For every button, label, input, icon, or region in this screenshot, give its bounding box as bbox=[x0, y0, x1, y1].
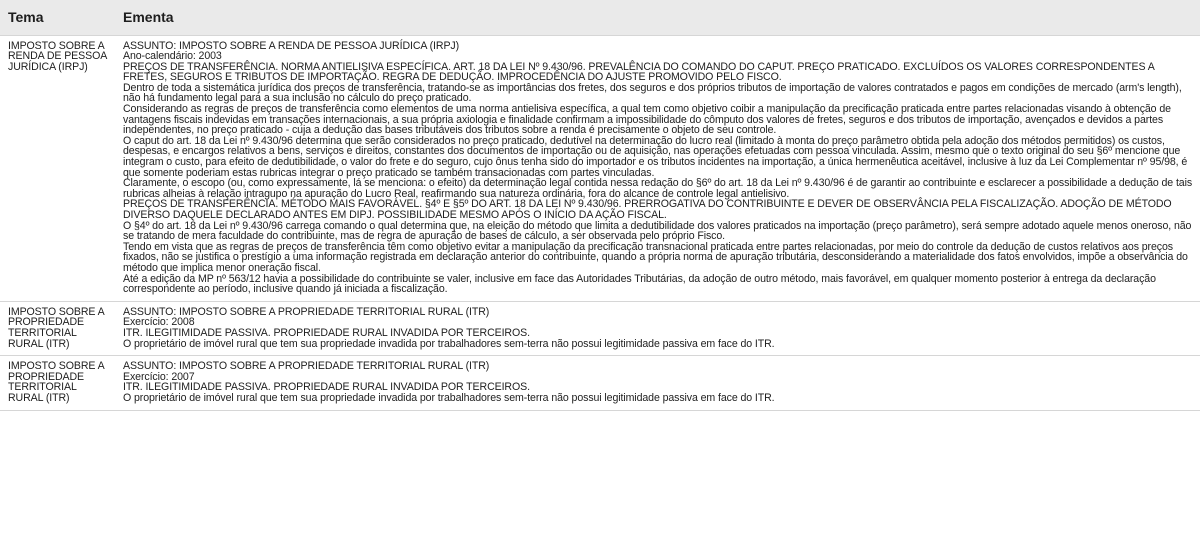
ementa-cell bbox=[115, 301, 1200, 355]
ementa-paragraph: ASSUNTO: IMPOSTO SOBRE A PROPRIEDADE TERRITORIAL RURAL (ITR) bbox=[123, 305, 490, 318]
ementa-paragraph: Até a edição da MP nº 563/12 havia a possibilidade do contribuinte se valer, inclusive em face das Autoridades Tributárias, da adoção de outro método, mais favorável, em qualquer momento posterior à entrega da declaração correspondente ao período, inclusive quando já iniciada a fiscalização. bbox=[123, 272, 1156, 296]
ementa-paragraph: ITR. ILEGITIMIDADE PASSIVA. PROPRIEDADE RURAL INVADIDA POR TERCEIROS. bbox=[123, 326, 530, 339]
ementa-cell bbox=[115, 35, 1200, 301]
ementa-paragraph: ITR. ILEGITIMIDADE PASSIVA. PROPRIEDADE RURAL INVADIDA POR TERCEIROS. bbox=[123, 381, 530, 394]
ementa-paragraph: ASSUNTO: IMPOSTO SOBRE A RENDA DE PESSOA JURÍDICA (IRPJ) bbox=[123, 39, 460, 52]
column-header-tema: Tema bbox=[0, 0, 115, 35]
ementa-cell bbox=[115, 356, 1200, 410]
ementa-paragraph: ASSUNTO: IMPOSTO SOBRE A PROPRIEDADE TERRITORIAL RURAL (ITR) bbox=[123, 360, 490, 373]
table-row bbox=[0, 301, 1200, 355]
table-header-row bbox=[0, 0, 1200, 35]
tema-cell: IMPOSTO SOBRE A RENDA DE PESSOA JURÍDICA (IRPJ) bbox=[0, 35, 115, 301]
ementa-paragraph: Ano-calendário: 2003 bbox=[123, 50, 222, 63]
column-header-ementa: Ementa bbox=[115, 0, 1200, 35]
ementa-paragraph: Exercício: 2008 bbox=[123, 316, 195, 329]
ementa-paragraph: Claramente, o escopo (ou, como expressamente, lá se menciona: o efeito) da determinação legal contida nessa redação do §6º do art. 18 da Lei nº 9.430/96 é de garantir ao contribuinte e esclarecer a possibilidade a dedução de tais rubricas alheias à relação intragupo na apuração do Lucro Real, reafirmando sua natureza ordinária, fora do alcance de controle legal antielisivo. bbox=[123, 177, 1193, 200]
table-row bbox=[0, 35, 1200, 301]
ementa-paragraph: Exercício: 2007 bbox=[123, 370, 195, 383]
ementa-paragraph: O proprietário de imóvel rural que tem sua propriedade invadida por trabalhadores sem-terra não possui legitimidade passiva em face do ITR. bbox=[123, 391, 775, 404]
ementa-paragraph: O §4º do art. 18 da Lei nº 9.430/96 carrega comando o qual determina que, na eleição do método que limita a dedutibilidade dos valores praticados na importação (preço parâmetro), será sempre adotado aquele menos oneroso, não se tratando de mera faculdade do contribuinte, mas de regra de apuração de bases de cálculo, a ser observada pelo próprio Fisco. bbox=[123, 219, 1192, 243]
ementa-paragraph: O proprietário de imóvel rural que tem sua propriedade invadida por trabalhadores sem-terra não possui legitimidade passiva em face do ITR. bbox=[123, 337, 775, 350]
ementa-paragraph: Tendo em vista que as regras de preços de transferência têm como objetivo evitar a manipulação da precificação transnacional praticada entre partes relacionadas, por meio do controle da dedução de custos relativos aos preços fixados, não se justifica o prestígio a uma informação registrada em declaração anterior do contribuinte, quando a própria norma de apuração tributária, desconsiderando a materialidade dos fatos envolvidos, impõe a observância do método que implica menor oneração fiscal. bbox=[123, 240, 1188, 274]
table-row bbox=[0, 356, 1200, 410]
ementa-paragraph: O caput do art. 18 da Lei nº 9.430/96 determina que serão considerados no preço praticado, dedutível na determinação do lucro real (limitado à monta do preço parâmetro obtida pela adoção dos métodos permitidos) os custos, despesas, e encargos relativos a bens, serviços e direitos, constantes dos documentos de importação ou de aquisição, nas operações efetuadas com pessoa vinculada. Assim, mesmo que o texto original do seu §6º mencione que integram o custo, para efeito de dedutibilidade, o valor do frete e do seguro, cujo ônus tenha sido do importador e os tributos incidentes na importação, a única hermenêutica aceitável, inclusive à luz da Lei Complementar nº 95/98, é que somente poderiam estas rubricas integrar o preço praticado se também transacionadas com partes vinculadas. bbox=[123, 134, 1188, 179]
tema-cell: IMPOSTO SOBRE A PROPRIEDADE TERRITORIAL RURAL (ITR) bbox=[0, 301, 115, 355]
tema-cell: IMPOSTO SOBRE A PROPRIEDADE TERRITORIAL RURAL (ITR) bbox=[0, 356, 115, 410]
ementa-paragraph: Considerando as regras de preços de transferência como elementos de uma norma antielisiva específica, a qual tem como objetivo coibir a manipulação da precificação praticada entre partes relacionadas visando à obtenção de vantagens fiscais indevidas em transações internacionais, a sua própria axiologia e finalidade confirmam a impossibilidade do cômputo dos valores de fretes, seguros e dos tributos de importação, avençados e devidos a partes independentes, no preço praticado - cuja a dedução das bases tributáveis dos tributos sobre a renda é precisamente o objeto de seu controle. bbox=[123, 103, 1171, 137]
ementa-paragraph: PREÇOS DE TRANSFERÊNCIA. MÉTODO MAIS FAVORÁVEL. §4º E §5º DO ART. 18 DA LEI Nº 9.430/96. PRERROGATIVA DO CONTRIBUINTE E DEVER DE OBSERVÂNCIA PELA FISCALIZAÇÃO. ADOÇÃO DE MÉTODO DIVERSO DAQUELE DECLARADO ANTES EM DIPJ. POSSIBILIDADE MESMO APÓS O INÍCIO DA AÇÃO FISCAL. bbox=[123, 198, 1172, 221]
ementa-paragraph: Dentro de toda a sistemática jurídica dos preços de transferência, tratando-se as importâncias dos fretes, dos seguros e dos próprios tributos de importação de valores contratados e pagos em condições de mercado (arm's length), não há fundamento legal para a sua inclusão no cálculo do preço praticado. bbox=[123, 81, 1182, 105]
ementa-paragraph: PREÇOS DE TRANSFERÊNCIA. NORMA ANTIELISIVA ESPECÍFICA. ART. 18 DA LEI Nº 9.430/96. PREVALÊNCIA DO COMANDO DO CAPUT. PREÇO PRATICADO. EXCLUÍDOS OS VALORES CORRESPONDENTES A FRETES, SEGUROS E TRIBUTOS DE IMPORTAÇÃO. REGRA DE DEDUÇÃO. IMPROCEDÊNCIA DO AJUSTE PROMOVIDO PELO FISCO. bbox=[123, 60, 1155, 84]
